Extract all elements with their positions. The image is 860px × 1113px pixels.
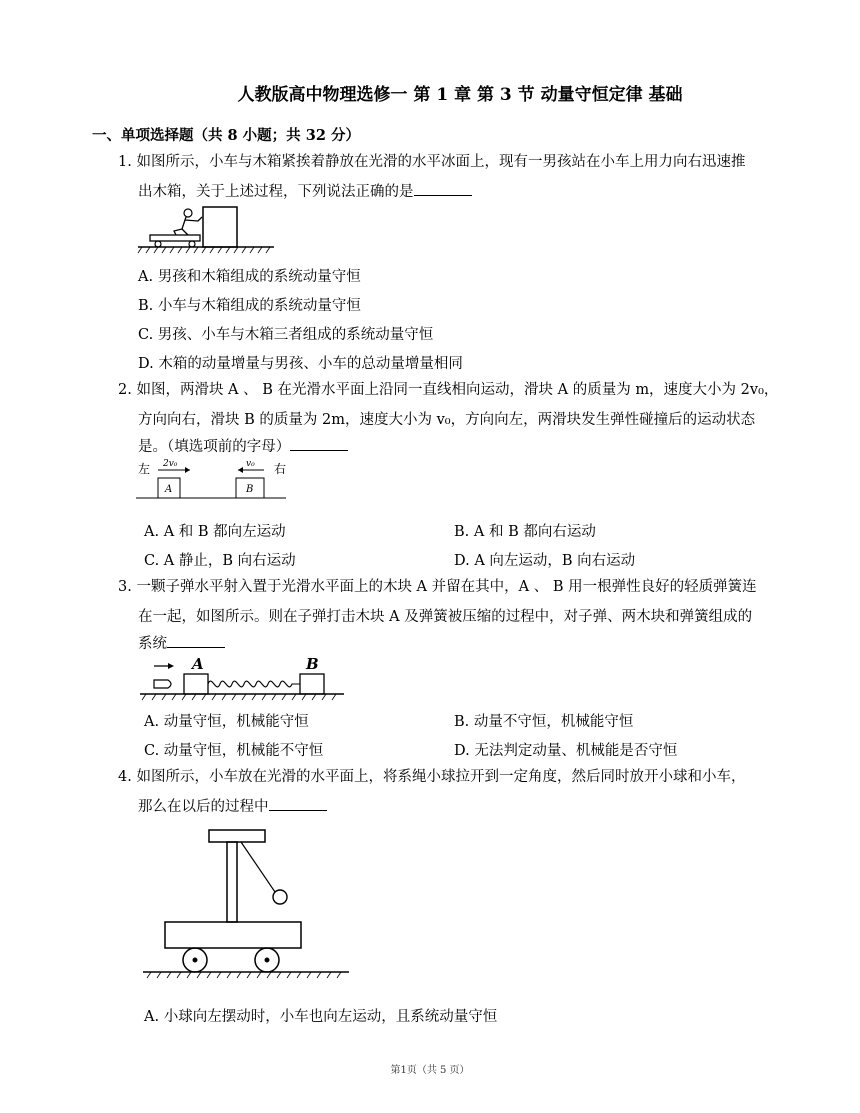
block-b-label: B [246, 484, 254, 495]
velocity-b-label: v₀ [246, 459, 255, 469]
answer-blank [414, 181, 472, 196]
question-3-figure [140, 654, 345, 704]
question-4-line-1: 4. 如图所示，小车放在光滑的水平面上，将系绳小球拉开到一定角度，然后同时放开小球和小车， [118, 769, 746, 785]
question-1-line-1: 1. 如图所示，小车与木箱紧挨着静放在光滑的水平冰面上，现有一男孩站在小车上用力向右迅速推 [118, 154, 746, 170]
section-heading: 一、单项选择题（共 8 小题；共 32 分） [92, 127, 360, 144]
question-2-figure [136, 456, 296, 504]
question-1-option-b: B. 小车与木箱组成的系统动量守恒 [138, 298, 361, 314]
question-2-option-a: A. A 和 B 都向左运动 [144, 524, 286, 540]
question-3-option-c: C. 动量守恒，机械能不守恒 [144, 743, 324, 759]
velocity-a-label: 2v₀ [163, 459, 178, 469]
block-b-label: B [306, 655, 319, 673]
question-2-line-1: 2. 如图，两滑块 A 、 B 在光滑水平面上沿同一直线相向运动，滑块 A 的质量为 m，速度大小为 2v₀， [118, 382, 779, 398]
question-3-option-d: D. 无法判定动量、机械能是否守恒 [454, 743, 678, 759]
answer-blank [167, 633, 225, 648]
question-2-line-2: 方向向右，滑块 B 的质量为 2m，速度大小为 v₀，方向向左，两滑块发生弹性碰撞后的运动状态 [138, 412, 756, 428]
answer-blank [269, 796, 327, 811]
question-2-option-c: C. A 静止，B 向右运动 [144, 553, 296, 569]
question-2-line-3: 是。（填选项前的字母） [138, 435, 348, 456]
question-3-option-b: B. 动量不守恒，机械能守恒 [454, 714, 634, 730]
question-2-option-b: B. A 和 B 都向右运动 [454, 524, 596, 540]
right-label: 右 [274, 462, 287, 476]
question-3-line-1: 3. 一颗子弹水平射入置于光滑水平面上的木块 A 并留在其中，A 、 B 用一根弹性良好的轻质弹簧连 [118, 579, 757, 595]
block-a-label: A [165, 484, 173, 495]
question-1-option-a: A. 男孩和木箱组成的系统动量守恒 [138, 269, 361, 285]
question-4-figure [143, 826, 353, 981]
question-3-line-2: 在一起，如图所示。则在子弹打击木块 A 及弹簧被压缩的过程中，对子弹、两木块和弹簧组成的 [138, 609, 753, 625]
question-4-line-2: 那么在以后的过程中 [138, 795, 327, 816]
question-1-option-d: D. 木箱的动量增量与男孩、小车的总动量增量相同 [138, 356, 463, 372]
question-3-line-3: 系统 [138, 632, 225, 653]
left-label: 左 [138, 462, 151, 476]
page-footer: 第1页（共 5 页） [390, 1065, 470, 1076]
question-1-option-c: C. 男孩、小车与木箱三者组成的系统动量守恒 [138, 327, 434, 343]
question-1-line-2: 出木箱，关于上述过程，下列说法正确的是 [138, 180, 472, 201]
page-title: 人教版高中物理选修一 第 1 章 第 3 节 动量守恒定律 基础 [237, 85, 683, 105]
question-3-option-a: A. 动量守恒，机械能守恒 [144, 714, 309, 730]
block-a-label: A [192, 655, 204, 673]
question-2-option-d: D. A 向左运动，B 向右运动 [454, 553, 636, 569]
answer-blank [290, 436, 348, 451]
question-4-option-a: A. 小球向左摆动时，小车也向左运动，且系统动量守恒 [144, 1009, 498, 1025]
question-1-figure [138, 203, 278, 258]
